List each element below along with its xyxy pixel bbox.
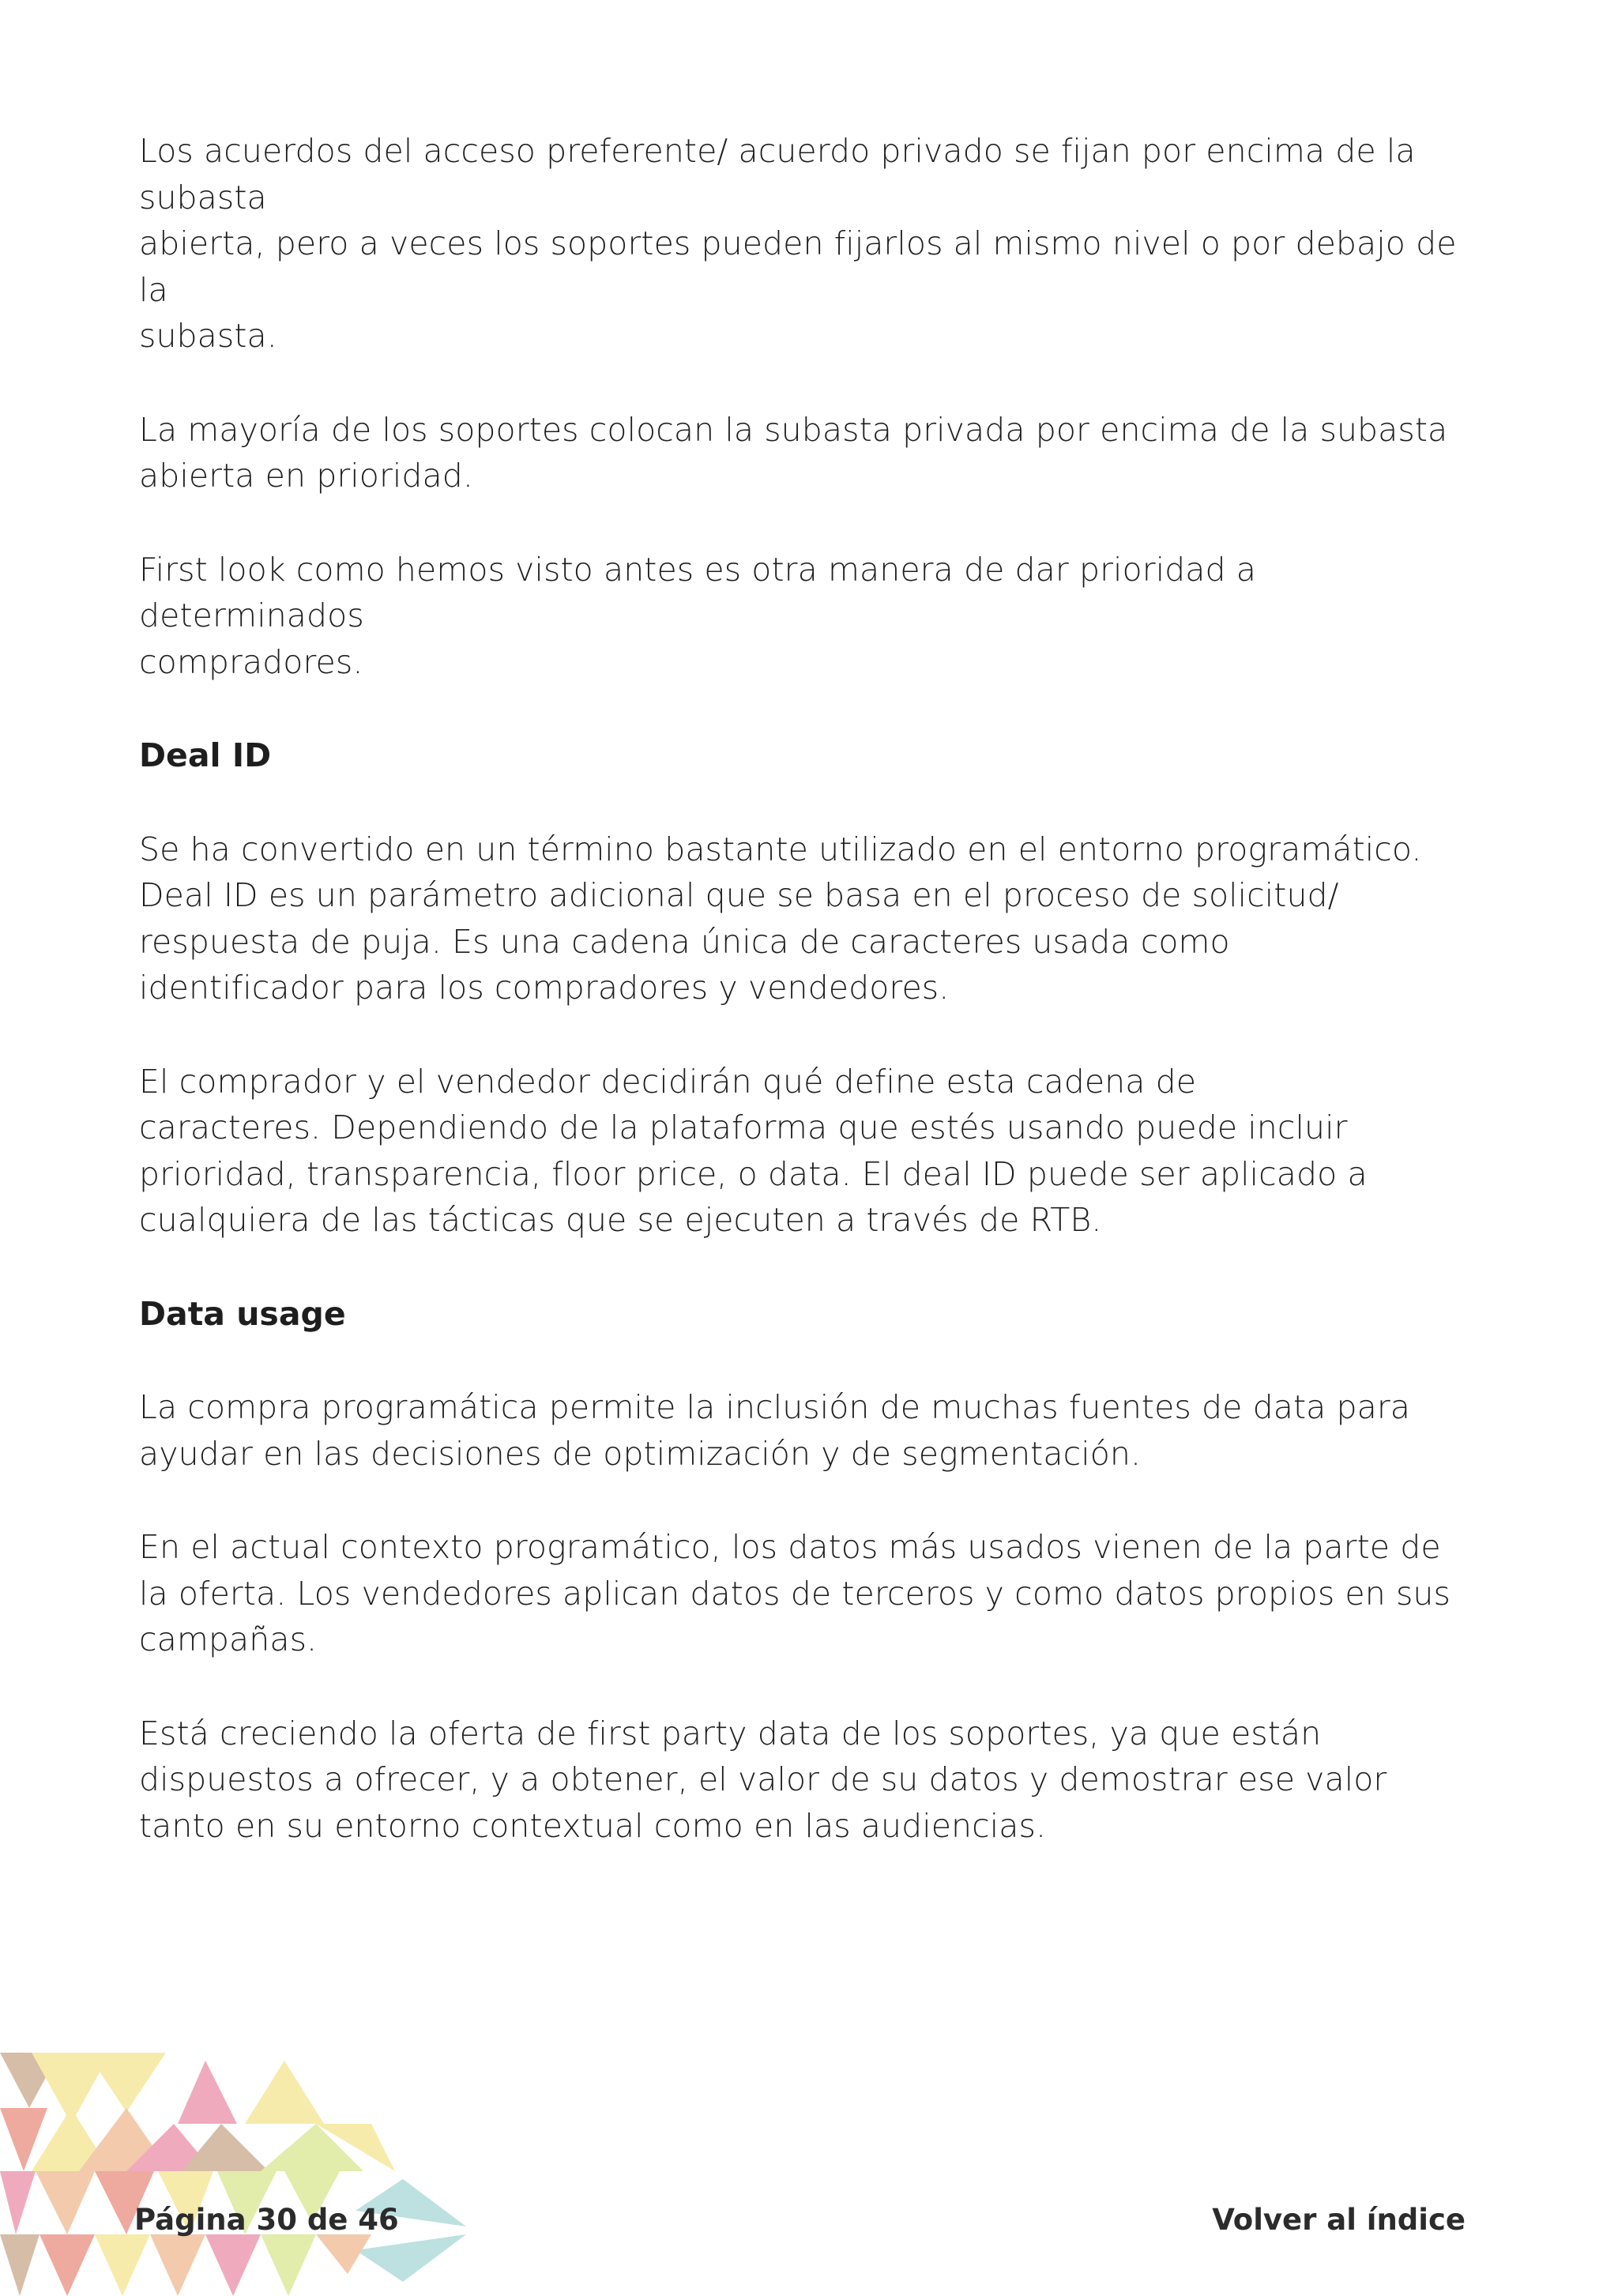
page-body bbox=[139, 128, 1482, 1896]
paragraph: Los acuerdos del acceso preferente/ acuerdo privado se fijan por encima de la subasta abierta, pero a veces los soportes pueden fijarlos al mismo nivel o por debajo de la subasta. bbox=[139, 132, 1457, 355]
section-heading-deal-id: Deal ID bbox=[139, 736, 272, 774]
page-number: Página 30 de 46 bbox=[134, 2203, 399, 2237]
decorative-triangles bbox=[0, 2053, 474, 2296]
paragraph: First look como hemos visto antes es otra manera de dar prioridad a determinados compradores. bbox=[139, 550, 1257, 681]
paragraph: La mayoría de los soportes colocan la subasta privada por encima de la subasta abierta en prioridad. bbox=[139, 410, 1448, 495]
paragraph: En el actual contexto programático, los datos más usados vienen de la parte de la oferta. Los vendedores aplican datos de terceros y como datos propios en sus campañas. bbox=[139, 1528, 1451, 1658]
section-heading-data-usage: Data usage bbox=[139, 1294, 346, 1333]
paragraph: El comprador y el vendedor decidirán qué define esta cadena de caracteres. Dependiendo de la plataforma que estés usando puede incluir prioridad, transparencia, floor price, o data. El deal ID puede ser aplicado a cualquiera de las tácticas que se ejecuten a través de RTB. bbox=[139, 1062, 1368, 1239]
paragraph: La compra programática permite la inclusión de muchas fuentes de data para ayudar en las decisiones de optimización y de segmentación. bbox=[139, 1388, 1411, 1473]
paragraph: Se ha convertido en un término bastante utilizado en el entorno programático. Deal ID es un parámetro adicional que se basa en el proceso de solicitud/ respuesta de puja. Es una cadena única de caracteres usada como identificador para los compradores y vendedores. bbox=[139, 830, 1422, 1007]
back-to-index-link[interactable]: Volver al índice bbox=[1212, 2203, 1466, 2237]
paragraph: Está creciendo la oferta de first party data de los soportes, ya que están dispuestos a ofrecer, y a obtener, el valor de su datos y demostrar ese valor tanto en su entorno contextual como en las audiencias. bbox=[139, 1714, 1387, 1845]
